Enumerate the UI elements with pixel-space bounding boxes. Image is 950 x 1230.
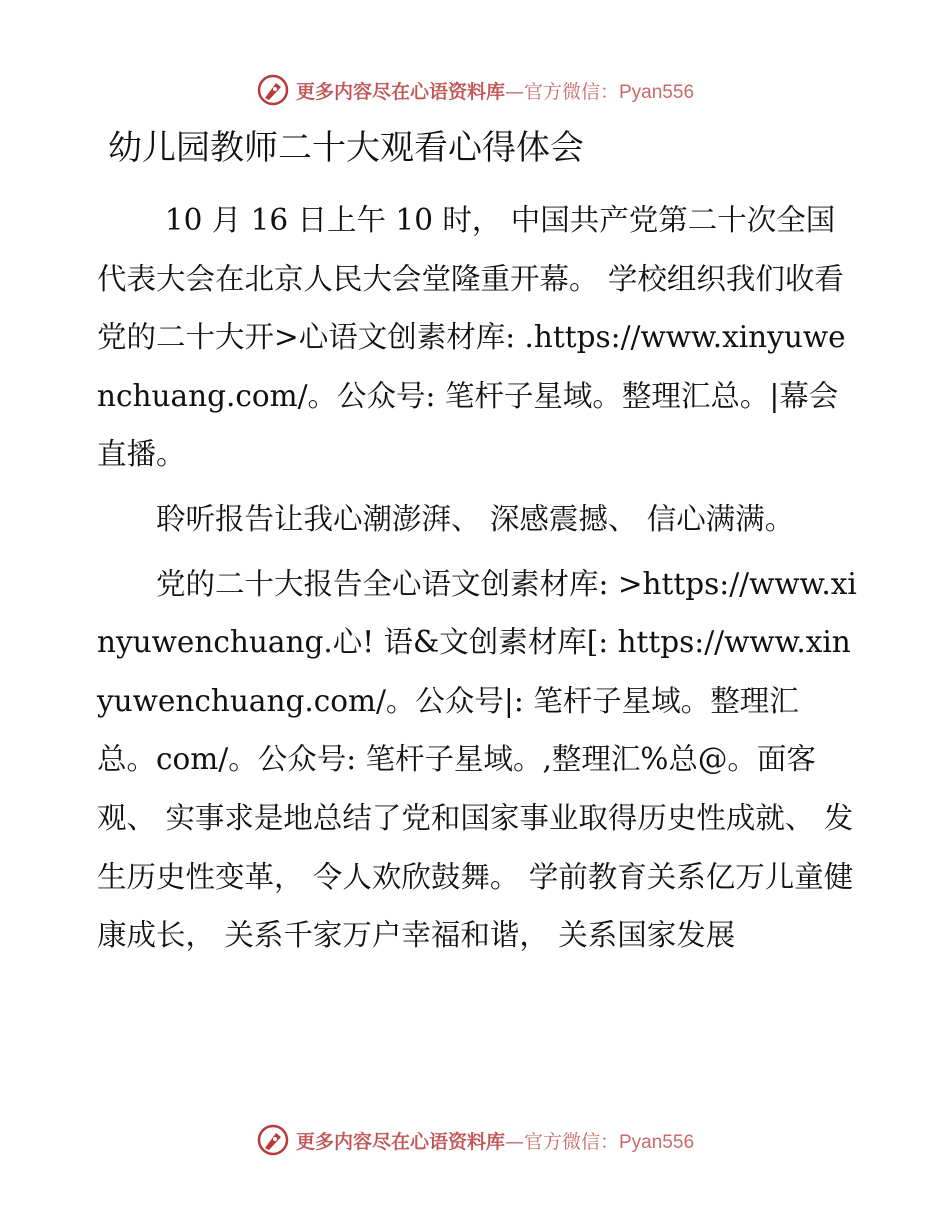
- paragraph-2: 聆听报告让我心潮澎湃、 深感震撼、 信心满满。: [156, 501, 795, 536]
- footer-watermark: [0, 1120, 950, 1160]
- watermark-group: [256, 73, 694, 107]
- document-title: 幼儿园教师二十大观看心得体会: [108, 128, 584, 168]
- pen-nib-logo-icon: [256, 73, 290, 107]
- watermark-text: 更多内容尽在心语资料库—官方微信：Pyan556: [295, 1130, 695, 1153]
- paragraph-3: 党的二十大报告全心语文创素材库: >https://www.xinyuwenchuang.心! 语&文创素材库[: https://www.xinyuwenchuang.com/。公众号|: 笔杆子星域。整理汇总。com/。公众号: 笔杆子星域。,整理汇%总@。面客观、 实事求是地总结了党和国家事业取得历史性成就、 发生历史性变革， 令人欢欣鼓舞。 学前教育关系亿万儿童健康成长， 关系千家万户幸福和谐， 关系国家发展: [97, 566, 857, 953]
- paragraph-1: 10 月 16 日上午 10 时， 中国共产党第二十次全国代表大会在北京人民大会堂隆重开幕。 学校组织我们收看党的二十大开>心语文创素材库: .https://www.xinyuwenchuang.com/。公众号: 笔杆子星域。整理汇总。|幕会直播。: [97, 203, 846, 472]
- document-body: [97, 191, 857, 971]
- watermark-text: 更多内容尽在心语资料库—官方微信：Pyan556: [295, 80, 695, 103]
- header-watermark: [0, 70, 950, 110]
- pen-nib-logo-icon: [256, 1123, 290, 1157]
- watermark-group: [256, 1123, 694, 1157]
